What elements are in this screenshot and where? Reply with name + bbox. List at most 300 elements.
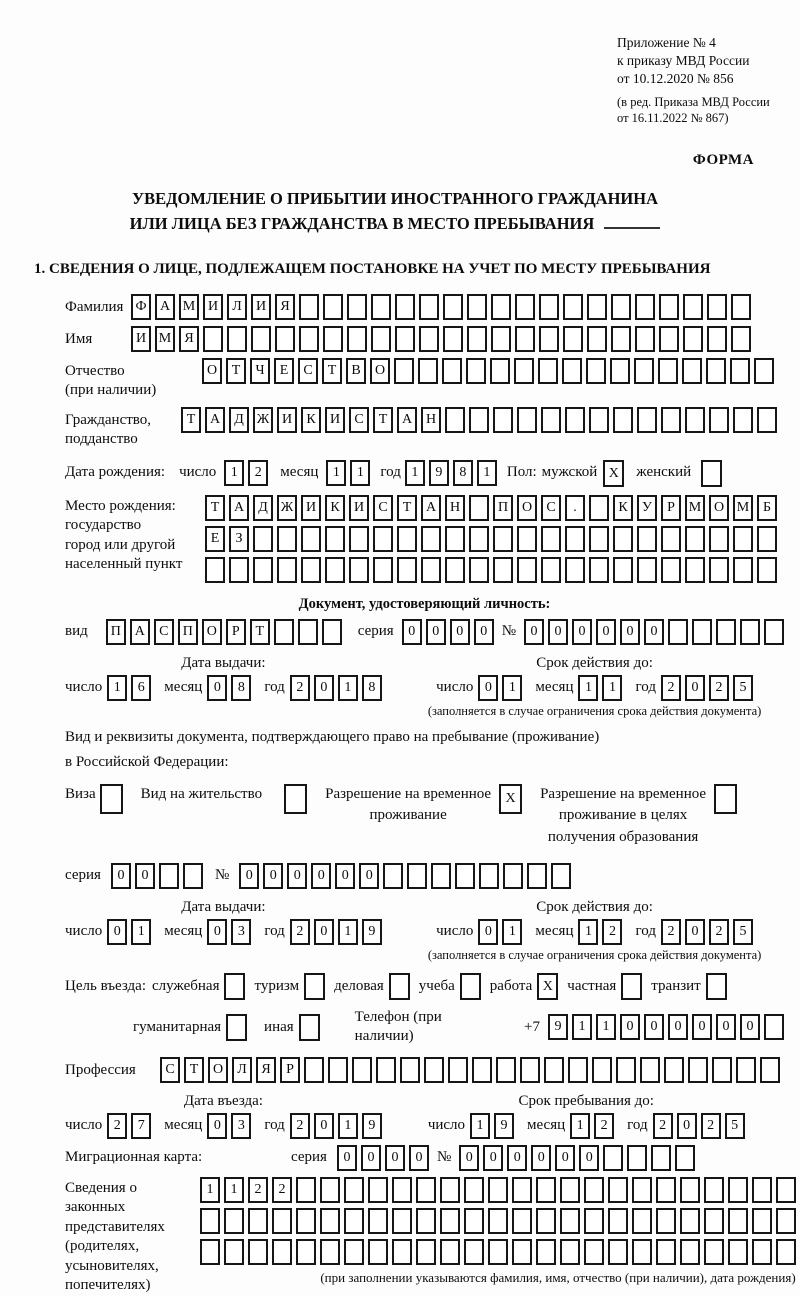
char-cell[interactable] (589, 526, 609, 552)
char-cell[interactable] (664, 1057, 684, 1083)
char-cell[interactable]: Т (181, 407, 201, 433)
char-cell[interactable]: 0 (207, 919, 227, 945)
char-cell[interactable]: И (131, 326, 151, 352)
char-cell[interactable] (731, 326, 751, 352)
char-cell[interactable]: Л (227, 294, 247, 320)
char-cell[interactable] (757, 557, 777, 583)
char-cell[interactable]: 2 (290, 675, 310, 701)
char-cell[interactable] (587, 294, 607, 320)
char-cell[interactable] (752, 1208, 772, 1234)
char-cell[interactable]: Д (229, 407, 249, 433)
char-cell[interactable] (709, 557, 729, 583)
char-cell[interactable]: Л (232, 1057, 252, 1083)
char-cell[interactable] (565, 557, 585, 583)
char-cell[interactable] (704, 1177, 724, 1203)
char-cell[interactable]: З (229, 526, 249, 552)
char-cell[interactable] (320, 1177, 340, 1203)
char-cell[interactable] (466, 358, 486, 384)
char-cell[interactable] (373, 557, 393, 583)
char-cell[interactable] (608, 1208, 628, 1234)
char-cell[interactable] (440, 1239, 460, 1265)
char-cell[interactable] (248, 1239, 268, 1265)
char-cell[interactable]: Е (205, 526, 225, 552)
char-cell[interactable]: 0 (579, 1145, 599, 1171)
char-cell[interactable]: 0 (644, 619, 664, 645)
char-cell[interactable] (632, 1239, 652, 1265)
char-cell[interactable] (563, 326, 583, 352)
char-cell[interactable]: С (349, 407, 369, 433)
char-cell[interactable] (627, 1145, 647, 1171)
char-cell[interactable] (707, 294, 727, 320)
char-cell[interactable]: 8 (362, 675, 382, 701)
char-cell[interactable]: 9 (362, 919, 382, 945)
char-cell[interactable]: 0 (459, 1145, 479, 1171)
char-cell[interactable]: Т (397, 495, 417, 521)
char-cell[interactable] (395, 326, 415, 352)
char-cell[interactable]: А (155, 294, 175, 320)
char-cell[interactable] (488, 1208, 508, 1234)
char-cell[interactable]: 0 (426, 619, 446, 645)
char-cell[interactable] (688, 1057, 708, 1083)
char-cell[interactable] (419, 294, 439, 320)
char-cell[interactable] (205, 557, 225, 583)
char-cell[interactable]: 3 (231, 919, 251, 945)
char-cell[interactable] (392, 1239, 412, 1265)
char-cell[interactable] (490, 358, 510, 384)
char-cell[interactable] (584, 1239, 604, 1265)
char-cell[interactable] (514, 358, 534, 384)
char-cell[interactable]: 0 (572, 619, 592, 645)
char-cell[interactable]: 0 (524, 619, 544, 645)
char-cell[interactable] (704, 1208, 724, 1234)
char-cell[interactable] (538, 358, 558, 384)
char-cell[interactable] (659, 326, 679, 352)
char-cell[interactable] (418, 358, 438, 384)
char-cell[interactable] (325, 526, 345, 552)
char-cell[interactable]: И (349, 495, 369, 521)
char-cell[interactable] (443, 326, 463, 352)
char-cell[interactable] (442, 358, 462, 384)
char-cell[interactable]: 1 (570, 1113, 590, 1139)
char-cell[interactable] (637, 407, 657, 433)
char-cell[interactable]: И (301, 495, 321, 521)
char-cell[interactable]: 0 (385, 1145, 405, 1171)
char-cell[interactable] (371, 294, 391, 320)
char-cell[interactable] (685, 526, 705, 552)
char-cell[interactable]: 0 (620, 1014, 640, 1040)
char-cell[interactable]: Б (757, 495, 777, 521)
char-cell[interactable] (661, 407, 681, 433)
char-cell[interactable]: О (517, 495, 537, 521)
char-cell[interactable] (565, 526, 585, 552)
char-cell[interactable]: Т (322, 358, 342, 384)
char-cell[interactable]: 0 (311, 863, 331, 889)
char-cell[interactable] (539, 294, 559, 320)
char-cell[interactable] (253, 526, 273, 552)
char-cell[interactable]: 0 (409, 1145, 429, 1171)
char-cell[interactable] (706, 358, 726, 384)
char-cell[interactable]: 1 (596, 1014, 616, 1040)
char-cell[interactable] (407, 863, 427, 889)
char-cell[interactable] (368, 1177, 388, 1203)
char-cell[interactable]: Т (250, 619, 270, 645)
char-cell[interactable] (159, 863, 179, 889)
char-cell[interactable] (517, 557, 537, 583)
char-cell[interactable]: 0 (287, 863, 307, 889)
char-cell[interactable]: 9 (362, 1113, 382, 1139)
char-cell[interactable] (728, 1208, 748, 1234)
char-cell[interactable] (392, 1177, 412, 1203)
char-cell[interactable]: 0 (644, 1014, 664, 1040)
char-cell[interactable] (613, 407, 633, 433)
char-cell[interactable] (248, 1208, 268, 1234)
char-cell[interactable] (320, 1239, 340, 1265)
char-cell[interactable]: 0 (135, 863, 155, 889)
char-cell[interactable] (563, 294, 583, 320)
char-cell[interactable]: 1 (470, 1113, 490, 1139)
char-cell[interactable] (707, 326, 727, 352)
char-cell[interactable] (675, 1145, 695, 1171)
char-cell[interactable] (347, 326, 367, 352)
char-cell[interactable] (512, 1177, 532, 1203)
char-cell[interactable]: 2 (107, 1113, 127, 1139)
char-cell[interactable] (227, 326, 247, 352)
char-cell[interactable] (392, 1208, 412, 1234)
char-cell[interactable]: 1 (338, 675, 358, 701)
char-cell[interactable] (443, 294, 463, 320)
char-cell[interactable]: 1 (572, 1014, 592, 1040)
char-cell[interactable]: 2 (272, 1177, 292, 1203)
char-cell[interactable] (730, 358, 750, 384)
char-cell[interactable] (397, 526, 417, 552)
char-cell[interactable] (400, 1057, 420, 1083)
char-cell[interactable] (541, 407, 561, 433)
char-cell[interactable] (752, 1177, 772, 1203)
char-cell[interactable]: 0 (361, 1145, 381, 1171)
char-cell[interactable]: 0 (548, 619, 568, 645)
char-cell[interactable]: Ж (277, 495, 297, 521)
char-cell[interactable]: М (733, 495, 753, 521)
char-cell[interactable] (445, 407, 465, 433)
char-cell[interactable] (754, 358, 774, 384)
char-cell[interactable]: 0 (668, 1014, 688, 1040)
char-cell[interactable]: Р (226, 619, 246, 645)
char-cell[interactable] (299, 326, 319, 352)
char-cell[interactable]: 0 (716, 1014, 736, 1040)
char-cell[interactable]: 2 (594, 1113, 614, 1139)
char-cell[interactable] (491, 294, 511, 320)
char-cell[interactable] (568, 1057, 588, 1083)
char-cell[interactable] (203, 326, 223, 352)
char-cell[interactable]: 0 (207, 1113, 227, 1139)
char-cell[interactable] (373, 526, 393, 552)
char-cell[interactable]: 2 (661, 675, 681, 701)
char-cell[interactable] (491, 326, 511, 352)
char-cell[interactable]: И (277, 407, 297, 433)
char-cell[interactable] (395, 294, 415, 320)
char-cell[interactable]: 0 (239, 863, 259, 889)
char-cell[interactable] (541, 526, 561, 552)
char-cell[interactable] (635, 294, 655, 320)
char-cell[interactable]: К (613, 495, 633, 521)
char-cell[interactable] (503, 863, 523, 889)
char-cell[interactable] (394, 358, 414, 384)
char-cell[interactable]: 9 (494, 1113, 514, 1139)
char-cell[interactable] (757, 526, 777, 552)
char-cell[interactable] (544, 1057, 564, 1083)
char-cell[interactable] (659, 294, 679, 320)
char-cell[interactable] (376, 1057, 396, 1083)
char-cell[interactable]: 9 (429, 460, 449, 486)
char-cell[interactable] (589, 407, 609, 433)
char-cell[interactable]: С (541, 495, 561, 521)
char-cell[interactable]: Т (373, 407, 393, 433)
char-cell[interactable]: 1 (107, 675, 127, 701)
char-cell[interactable]: 1 (602, 675, 622, 701)
char-cell[interactable] (680, 1177, 700, 1203)
char-cell[interactable] (440, 1177, 460, 1203)
char-cell[interactable] (467, 294, 487, 320)
char-cell[interactable] (344, 1239, 364, 1265)
char-cell[interactable]: 5 (733, 675, 753, 701)
char-cell[interactable] (469, 407, 489, 433)
char-cell[interactable] (562, 358, 582, 384)
char-cell[interactable] (680, 1239, 700, 1265)
char-cell[interactable]: У (637, 495, 657, 521)
char-cell[interactable]: Ф (131, 294, 151, 320)
char-cell[interactable]: 1 (338, 919, 358, 945)
char-cell[interactable] (464, 1177, 484, 1203)
char-cell[interactable] (277, 557, 297, 583)
char-cell[interactable]: 1 (502, 919, 522, 945)
char-cell[interactable] (536, 1177, 556, 1203)
char-cell[interactable]: 0 (692, 1014, 712, 1040)
char-cell[interactable]: 2 (290, 919, 310, 945)
char-cell[interactable] (728, 1177, 748, 1203)
char-cell[interactable] (541, 557, 561, 583)
char-cell[interactable] (347, 294, 367, 320)
char-cell[interactable]: П (106, 619, 126, 645)
char-cell[interactable] (488, 1177, 508, 1203)
char-cell[interactable]: 0 (596, 619, 616, 645)
char-cell[interactable] (344, 1177, 364, 1203)
char-cell[interactable] (611, 326, 631, 352)
char-cell[interactable]: 0 (337, 1145, 357, 1171)
char-cell[interactable] (637, 526, 657, 552)
char-cell[interactable]: 0 (677, 1113, 697, 1139)
char-cell[interactable] (296, 1208, 316, 1234)
char-cell[interactable]: 5 (733, 919, 753, 945)
char-cell[interactable] (512, 1239, 532, 1265)
char-cell[interactable] (709, 407, 729, 433)
char-cell[interactable]: К (325, 495, 345, 521)
char-cell[interactable] (298, 619, 318, 645)
residence-permit-checkbox[interactable] (284, 784, 307, 814)
temp-residence-edu-checkbox[interactable] (714, 784, 737, 814)
char-cell[interactable]: 3 (231, 1113, 251, 1139)
char-cell[interactable] (616, 1057, 636, 1083)
char-cell[interactable] (589, 557, 609, 583)
char-cell[interactable]: 0 (507, 1145, 527, 1171)
char-cell[interactable] (322, 619, 342, 645)
char-cell[interactable]: 0 (450, 619, 470, 645)
char-cell[interactable]: К (301, 407, 321, 433)
char-cell[interactable] (736, 1057, 756, 1083)
char-cell[interactable]: 0 (620, 619, 640, 645)
char-cell[interactable]: 0 (263, 863, 283, 889)
char-cell[interactable] (325, 557, 345, 583)
char-cell[interactable]: 0 (314, 675, 334, 701)
char-cell[interactable] (613, 557, 633, 583)
char-cell[interactable]: 2 (653, 1113, 673, 1139)
char-cell[interactable] (320, 1208, 340, 1234)
char-cell[interactable] (661, 557, 681, 583)
char-cell[interactable] (445, 557, 465, 583)
char-cell[interactable] (752, 1239, 772, 1265)
char-cell[interactable] (709, 526, 729, 552)
char-cell[interactable] (296, 1177, 316, 1203)
char-cell[interactable] (608, 1239, 628, 1265)
char-cell[interactable] (536, 1208, 556, 1234)
char-cell[interactable]: 1 (405, 460, 425, 486)
char-cell[interactable] (733, 557, 753, 583)
char-cell[interactable]: 2 (709, 675, 729, 701)
char-cell[interactable] (613, 526, 633, 552)
char-cell[interactable] (275, 326, 295, 352)
char-cell[interactable] (637, 557, 657, 583)
char-cell[interactable]: 2 (709, 919, 729, 945)
char-cell[interactable] (299, 294, 319, 320)
char-cell[interactable] (517, 526, 537, 552)
char-cell[interactable]: 9 (548, 1014, 568, 1040)
char-cell[interactable] (469, 557, 489, 583)
char-cell[interactable]: . (565, 495, 585, 521)
char-cell[interactable]: 2 (602, 919, 622, 945)
char-cell[interactable] (640, 1057, 660, 1083)
char-cell[interactable] (440, 1208, 460, 1234)
char-cell[interactable] (520, 1057, 540, 1083)
char-cell[interactable]: 1 (502, 675, 522, 701)
char-cell[interactable]: 1 (578, 675, 598, 701)
char-cell[interactable] (224, 1239, 244, 1265)
char-cell[interactable] (467, 326, 487, 352)
char-cell[interactable] (421, 526, 441, 552)
char-cell[interactable]: 1 (350, 460, 370, 486)
char-cell[interactable] (464, 1239, 484, 1265)
char-cell[interactable] (349, 526, 369, 552)
char-cell[interactable] (323, 326, 343, 352)
char-cell[interactable]: Н (421, 407, 441, 433)
char-cell[interactable] (493, 407, 513, 433)
char-cell[interactable] (632, 1177, 652, 1203)
char-cell[interactable] (712, 1057, 732, 1083)
char-cell[interactable]: 1 (224, 460, 244, 486)
char-cell[interactable] (656, 1208, 676, 1234)
char-cell[interactable] (229, 557, 249, 583)
char-cell[interactable]: 0 (314, 919, 334, 945)
purpose-study-checkbox[interactable] (460, 973, 481, 1000)
char-cell[interactable]: Я (256, 1057, 276, 1083)
char-cell[interactable] (183, 863, 203, 889)
char-cell[interactable]: 2 (661, 919, 681, 945)
char-cell[interactable] (692, 619, 712, 645)
char-cell[interactable]: 2 (290, 1113, 310, 1139)
char-cell[interactable] (565, 407, 585, 433)
char-cell[interactable] (733, 407, 753, 433)
char-cell[interactable] (328, 1057, 348, 1083)
char-cell[interactable] (479, 863, 499, 889)
char-cell[interactable]: 0 (478, 675, 498, 701)
char-cell[interactable]: М (179, 294, 199, 320)
char-cell[interactable]: С (154, 619, 174, 645)
char-cell[interactable] (685, 407, 705, 433)
char-cell[interactable] (584, 1177, 604, 1203)
char-cell[interactable] (224, 1208, 244, 1234)
char-cell[interactable] (683, 326, 703, 352)
char-cell[interactable] (760, 1057, 780, 1083)
char-cell[interactable] (603, 1145, 623, 1171)
char-cell[interactable] (368, 1239, 388, 1265)
char-cell[interactable]: 1 (578, 919, 598, 945)
char-cell[interactable] (536, 1239, 556, 1265)
char-cell[interactable]: 1 (224, 1177, 244, 1203)
char-cell[interactable]: О (202, 619, 222, 645)
char-cell[interactable] (424, 1057, 444, 1083)
char-cell[interactable]: 2 (248, 460, 268, 486)
char-cell[interactable] (512, 1208, 532, 1234)
char-cell[interactable]: 1 (477, 460, 497, 486)
char-cell[interactable]: Т (205, 495, 225, 521)
char-cell[interactable]: 1 (200, 1177, 220, 1203)
char-cell[interactable] (416, 1177, 436, 1203)
char-cell[interactable]: 2 (701, 1113, 721, 1139)
char-cell[interactable] (539, 326, 559, 352)
char-cell[interactable]: 1 (131, 919, 151, 945)
char-cell[interactable]: 0 (207, 675, 227, 701)
char-cell[interactable] (469, 495, 489, 521)
purpose-humanitarian-checkbox[interactable] (226, 1014, 247, 1041)
purpose-tourism-checkbox[interactable] (304, 973, 325, 1000)
char-cell[interactable]: А (397, 407, 417, 433)
char-cell[interactable] (349, 557, 369, 583)
char-cell[interactable]: С (373, 495, 393, 521)
purpose-other-checkbox[interactable] (299, 1014, 320, 1041)
char-cell[interactable]: 7 (131, 1113, 151, 1139)
char-cell[interactable]: О (208, 1057, 228, 1083)
char-cell[interactable]: 0 (685, 919, 705, 945)
char-cell[interactable] (371, 326, 391, 352)
char-cell[interactable]: А (205, 407, 225, 433)
char-cell[interactable]: 1 (338, 1113, 358, 1139)
purpose-official-checkbox[interactable] (224, 973, 245, 1000)
char-cell[interactable] (668, 619, 688, 645)
char-cell[interactable] (685, 557, 705, 583)
char-cell[interactable] (661, 526, 681, 552)
char-cell[interactable] (764, 619, 784, 645)
char-cell[interactable] (592, 1057, 612, 1083)
char-cell[interactable] (704, 1239, 724, 1265)
char-cell[interactable] (551, 863, 571, 889)
char-cell[interactable] (589, 495, 609, 521)
char-cell[interactable] (610, 358, 630, 384)
char-cell[interactable]: 6 (131, 675, 151, 701)
char-cell[interactable] (253, 557, 273, 583)
char-cell[interactable] (344, 1208, 364, 1234)
char-cell[interactable] (682, 358, 702, 384)
char-cell[interactable]: А (229, 495, 249, 521)
char-cell[interactable] (683, 294, 703, 320)
char-cell[interactable] (587, 326, 607, 352)
